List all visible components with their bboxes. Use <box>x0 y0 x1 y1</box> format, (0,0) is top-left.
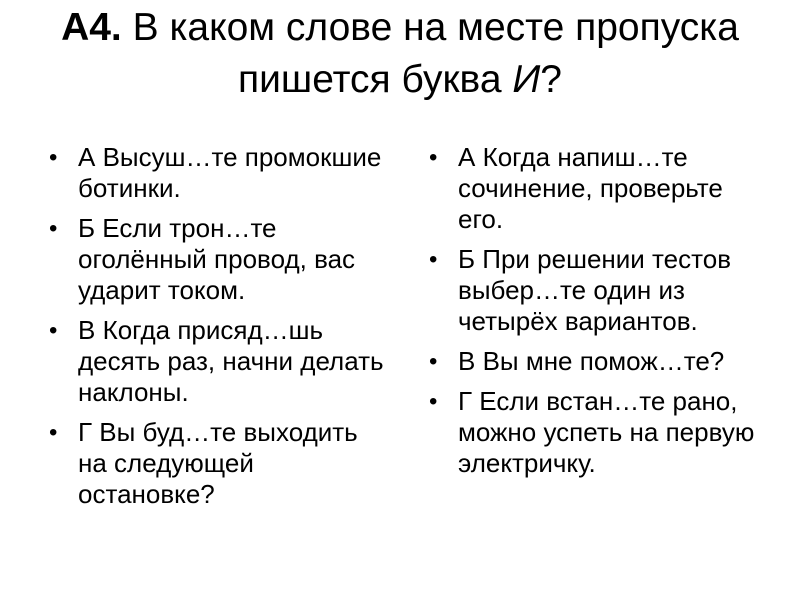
item-text: Г Вы буд…те выходить на следующей остановке? <box>78 417 358 509</box>
bullet-icon: • <box>49 144 58 171</box>
slide-title <box>40 2 760 106</box>
list-item <box>420 346 765 377</box>
bullet-icon: • <box>429 388 438 415</box>
title-letter: И <box>512 58 541 101</box>
title-question-mark: ? <box>540 58 562 101</box>
list-item <box>420 244 765 337</box>
task-number: А4. <box>61 6 122 49</box>
item-text: А Когда напиш…те сочинение, проверьте его. <box>458 142 723 234</box>
item-text: А Высуш…те промокшие ботинки. <box>78 142 382 203</box>
list-item <box>40 142 390 204</box>
list-item <box>40 213 390 306</box>
bullet-icon: • <box>429 246 438 273</box>
list-item <box>420 386 765 479</box>
bullet-icon: • <box>49 419 58 446</box>
bullet-icon: • <box>49 317 58 344</box>
item-text: В Вы мне помож…те? <box>458 346 725 376</box>
bullet-icon: • <box>429 144 438 171</box>
item-text: Б Если трон…те оголённый провод, вас ударит током. <box>78 213 356 305</box>
bullet-icon: • <box>429 348 438 375</box>
item-text: В Когда присяд…шь десять раз, начни делать наклоны. <box>78 315 384 407</box>
list-item <box>420 142 765 235</box>
list-item <box>40 417 390 510</box>
list-item <box>40 315 390 408</box>
title-question: В каком слове на месте пропуска пишется буква <box>121 6 739 101</box>
left-column <box>40 142 390 519</box>
item-text: Г Если встан…те рано, можно успеть на первую электричку. <box>458 386 755 478</box>
item-text: Б При решении тестов выбер…те один из четырёх вариантов. <box>458 244 732 336</box>
right-column <box>420 142 765 488</box>
bullet-icon: • <box>49 215 58 242</box>
